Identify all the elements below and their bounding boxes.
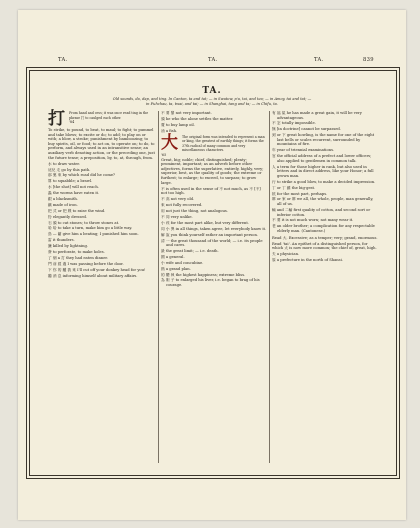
- phrase-entry: 銀 a blacksmith.: [48, 197, 78, 201]
- phrase-entry: 把 式 or 把 戲 to raise the wind.: [48, 208, 106, 213]
- phrase-entry: 水 to draw water.: [48, 161, 80, 166]
- subtitle-line-2: in Fuhchau, ta, twai, and tai; — in Shanghai, tang and ta; — in Chifu, ta.: [146, 102, 278, 106]
- phrase-entry: 年 year of triennial examinations.: [272, 148, 335, 153]
- column-rule-2: [269, 111, 270, 463]
- phrase-entry: 人 a term for those higher in rank, but also used in letters and in direct address, like your Honor; a full grown man.: [272, 164, 374, 178]
- phrase-entry: 有 福 氣 he has made a great gain, it will be very advantageous.: [272, 111, 362, 120]
- phrase-entry: 用 not just the thing, not analogous.: [161, 209, 228, 214]
- char-number: '65: [161, 152, 167, 157]
- running-head-right: TA.: [314, 57, 324, 63]
- column-2: [161, 111, 267, 289]
- phrase-entry: 小 孩 for the most part alike, but very different.: [161, 220, 249, 225]
- phrase-entry: 不 怎 totally impossible.: [272, 121, 316, 126]
- phrase-entry: 算 to squabble; a brawl.: [48, 179, 93, 184]
- char-number: '84: [69, 120, 75, 125]
- phrase-entry: 雷 it thunders.: [48, 238, 75, 243]
- phrase-entry: 頭 he who the alone settles the matter.: [161, 116, 234, 121]
- phrase-entry: 來 not fully recovered.: [161, 203, 203, 208]
- usage-note: 不 is often used in the sense of 不 not much, as 不 [不] not too high.: [161, 186, 261, 196]
- phrase-entry: 這兒 走 go by this path.: [48, 167, 91, 172]
- phrase-entry: 水 [the shot] will not reach.: [48, 185, 99, 190]
- phrase-entry: 不 要 it is not much worn; not many wear it.: [272, 218, 354, 223]
- phrase-entry: 夥 or 家 or 夥 we all, the whole, people, man generally, all of us.: [272, 197, 374, 207]
- definition-paragraph: Great, big; noble; chief, distinguished; plenty; prominent, important; as an adverb before other adjectives, forms the superlative, entirely, highly, very; superior, best, as the quality of goods; the extreme or furthest; to enlarge; to exceed, to surpass; to grow large.: [161, 157, 264, 185]
- phrase-entry: 丁 or 丁 雖 the big-gest.: [272, 185, 316, 190]
- phrase-list: [272, 111, 378, 234]
- column-3: [272, 111, 378, 264]
- phrase-entry: 下 你 的 驢 我 來 I'll cut off your donkey head for you!: [48, 267, 146, 272]
- running-head-left: TA.: [58, 57, 68, 63]
- phrase-entry: 夫 a physician.: [272, 252, 300, 257]
- phrase-entry: 抵 for the most part, perhaps.: [272, 191, 328, 196]
- phrase-entry: 最 the great limit; — i.e. death.: [161, 249, 219, 253]
- alt-reading-1: Read 大. Excessive; as a temper; very; grand, enormous.: [272, 235, 378, 240]
- alt-reading-2: Read 'tai'. An epithet of a distinguished person, for which 太 is now more common; the chief of, great, high.: [272, 241, 377, 251]
- phrase-entry: 了 個 a 打 they had eaten dinner.: [48, 255, 108, 260]
- entry-title: TA.: [202, 86, 222, 96]
- phrase-entry: 發 to perforate, to make holes.: [48, 250, 105, 255]
- phrase-list-top: [161, 111, 267, 133]
- dictionary-page: [18, 10, 406, 520]
- phrase-entry: 的 體 執 the highest happiness; extreme bliss.: [161, 272, 246, 277]
- subtitle-line-1: Old sounds, da, dap, and ting. In Canton, ta and tat; — in Swatow, p'a, tai, and tea; — in Amoy, tai and tat; —: [112, 97, 312, 101]
- phrase-entry: 國 a general.: [161, 254, 185, 259]
- phrase-entry: 行 to strike a good blow, to make a decided impression.: [272, 179, 376, 184]
- phrase-entry: 聽 消 息 informing himself about military affairs.: [48, 273, 138, 278]
- phrase-entry: 賣 to buy lamp oil.: [161, 122, 195, 127]
- head-character: 打: [48, 109, 65, 129]
- definition-paragraph: To strike, to pound, to beat, to maul; to fight; to pummel and take blows; to excite or do; to add; to play on or with; a blow, a stroke; punishment by bamboozing; to buy spirits, oil, or food; to act on, to operate on; to do, to perform, and always used in an intransitive sense; an auxiliary verb denoting action, or the preceding one, just the future tense; a preposition, by, to, at, through, from.: [48, 128, 155, 160]
- phrase-entry: 原 a prefecture in the north of Shansi.: [272, 258, 343, 263]
- phrase-list: [48, 162, 156, 279]
- phrase-entry: 不 高 not very old.: [161, 197, 195, 202]
- char-origin-note: The original form was intended to represent a man or king, the greatest of earthly things; it forms the 37th radical of many common and very miscellaneous characters.: [182, 134, 265, 153]
- page-number: 839: [363, 57, 374, 63]
- phrase-entry: 油 a fish.: [161, 128, 178, 133]
- phrase-entry: 無 [in doctrine] cannot be surpassed.: [272, 127, 341, 132]
- phrase-entry: 鳥 — 鎗 give him a beating; I punished him soon.: [48, 232, 139, 237]
- phrase-entry: 鐵 made of iron.: [48, 202, 78, 207]
- phrase-list: [161, 197, 267, 287]
- phrase-entry: 那 裏 來 by which road did he come?: [48, 173, 115, 178]
- phrase-entry: 小 wife and concubine.: [161, 260, 204, 265]
- head-character: 大: [161, 132, 178, 153]
- phrase-entry: 蟲 the worms have eaten it.: [48, 191, 100, 196]
- phrase-entry: 為 胆 子 to enlarged his liver, i.e. began to brag of his courage.: [161, 278, 260, 288]
- phrase-entry: 哈 哈 to take a turn, make him go a little way.: [48, 226, 133, 231]
- phrase-entry: 官 the official address of a prefect and lower officers; also applied to gentlemen in common talk.: [272, 154, 372, 163]
- phrase-entry: 不 同 very unlike.: [161, 214, 193, 219]
- phrase-list-tail: [272, 252, 378, 262]
- head-character-block: [48, 109, 156, 129]
- char-origin-note: From hand and cess; it was once read ting in the phrase 打 to caulged each other.: [69, 111, 149, 120]
- phrase-entry: 同 小 異 in all things, taken agree, let everybody know it.: [161, 226, 267, 231]
- running-head-center: TA.: [208, 57, 218, 63]
- phrase-entry: 老 an older brother; a complication for any respectable elderly man. (Cantonese.): [272, 224, 375, 233]
- phrase-entry: 清 一 the great thousand of the world; — i.e. its people and cares.: [161, 238, 263, 248]
- phrase-entry: 扮 elegantly dressed.: [48, 214, 88, 219]
- phrase-entry: 解 說 you think yourself rather an important person.: [161, 232, 258, 237]
- phrase-entry: 不 要 緊 not very important.: [161, 111, 212, 115]
- column-1: [48, 111, 156, 279]
- phrase-entry: 石 頭 to cut stones; to throw stones at.: [48, 220, 120, 225]
- phrase-entry: 門 前 經 過 I was passing before the door.: [48, 261, 124, 266]
- column-rule-1: [158, 111, 159, 463]
- head-character-block: [161, 132, 267, 158]
- phrase-entry: 輸 and 二輸 first quality of cotton, and second sort or inferior cotton.: [272, 207, 371, 217]
- phrase-entry: 熱 a grand plan.: [161, 266, 191, 271]
- phrase-entry: 到 or 下 great howling, is the name for one of the eight last bells or scales recurrent, surrounded by mountains of fire.: [272, 133, 375, 147]
- phrase-entry: 獵 killed by lightning.: [48, 244, 89, 249]
